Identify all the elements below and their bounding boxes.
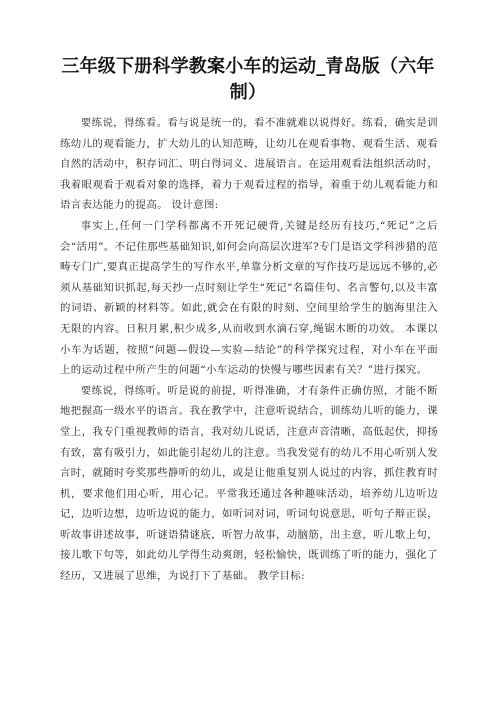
paragraph-2: 事实上,任何一门学科都离不开死记硬背,关键是经历有技巧,“死记”之后会“活用”。不记住那些基础知识,如何会向高层次进军?专门是语文学科涉猎的范畴专门广,要真正提高学生的写作水平,单靠分析文章的写作技巧是远远不够的,必须从基础知识抓起,每天抄一点时刻让学生“死记”名篇佳句、名言警句,以及丰富的词语、新颖的材料等。如此,就会在有限的时刻、空间里给学生的脑海里注入无限的内容。日积月累,积少成多,从而收到水滴石穿,绳锯木断的功效。 本课以小车为话题，按照“问题—假设—实验—结论”的科学探究过程，对小车在平面上的运动过程中所产生的问题“小车运动的快慢与哪些因素有关？”进行探究。: [60, 219, 438, 377]
document-body: [60, 113, 438, 587]
document-title: 三年级下册科学教案小车的运动_青岛版（六年制）: [61, 56, 435, 103]
paragraph-1: 要练说，得练看。看与说是统一的，看不准就难以说得好。练看，确实是训练幼儿的观看能力，扩大幼儿的认知范畴，让幼儿在观看事物、观看生活、观看自然的活动中，积存词汇、明白得词义、进展语言。在运用观看法组织活动时，我着眼观看于观看对象的选择，着力于观看过程的指导，着重于幼儿观看能力和语言表达能力的提高。 设计意图:: [60, 117, 438, 212]
paragraph-3: 要练说，得练听。听是说的前提，听得准确，才有条件正确仿照，才能不断地把握高一级水平的语言。我在教学中，注意听说结合，训练幼儿听的能力，课堂上，我专门重视教师的语言，我对幼儿说话，注意声音清晰，高低起伏，抑扬有致，富有吸引力，如此能引起幼儿的注意。当我发觉有的幼儿不用心听别人发言时，就随时夸奖那些静听的幼儿，或是让他重复别人说过的内容，抓住教育时机，要求他们用心听，用心记。平常我还通过各种趣味活动，培养幼儿边听边记，边听边想，边听边说的能力，如听词对词，听词句说意思，听句子辩正误，听故事讲述故事，听谜语猜谜底，听智力故事，动脑筋，出主意，听儿歌上句，接儿歌下句等，如此幼儿学得生动爽朗，轻松愉快，既训练了听的能力，强化了经历，又进展了思维，为说打下了基础。 教学目标:: [60, 384, 438, 583]
